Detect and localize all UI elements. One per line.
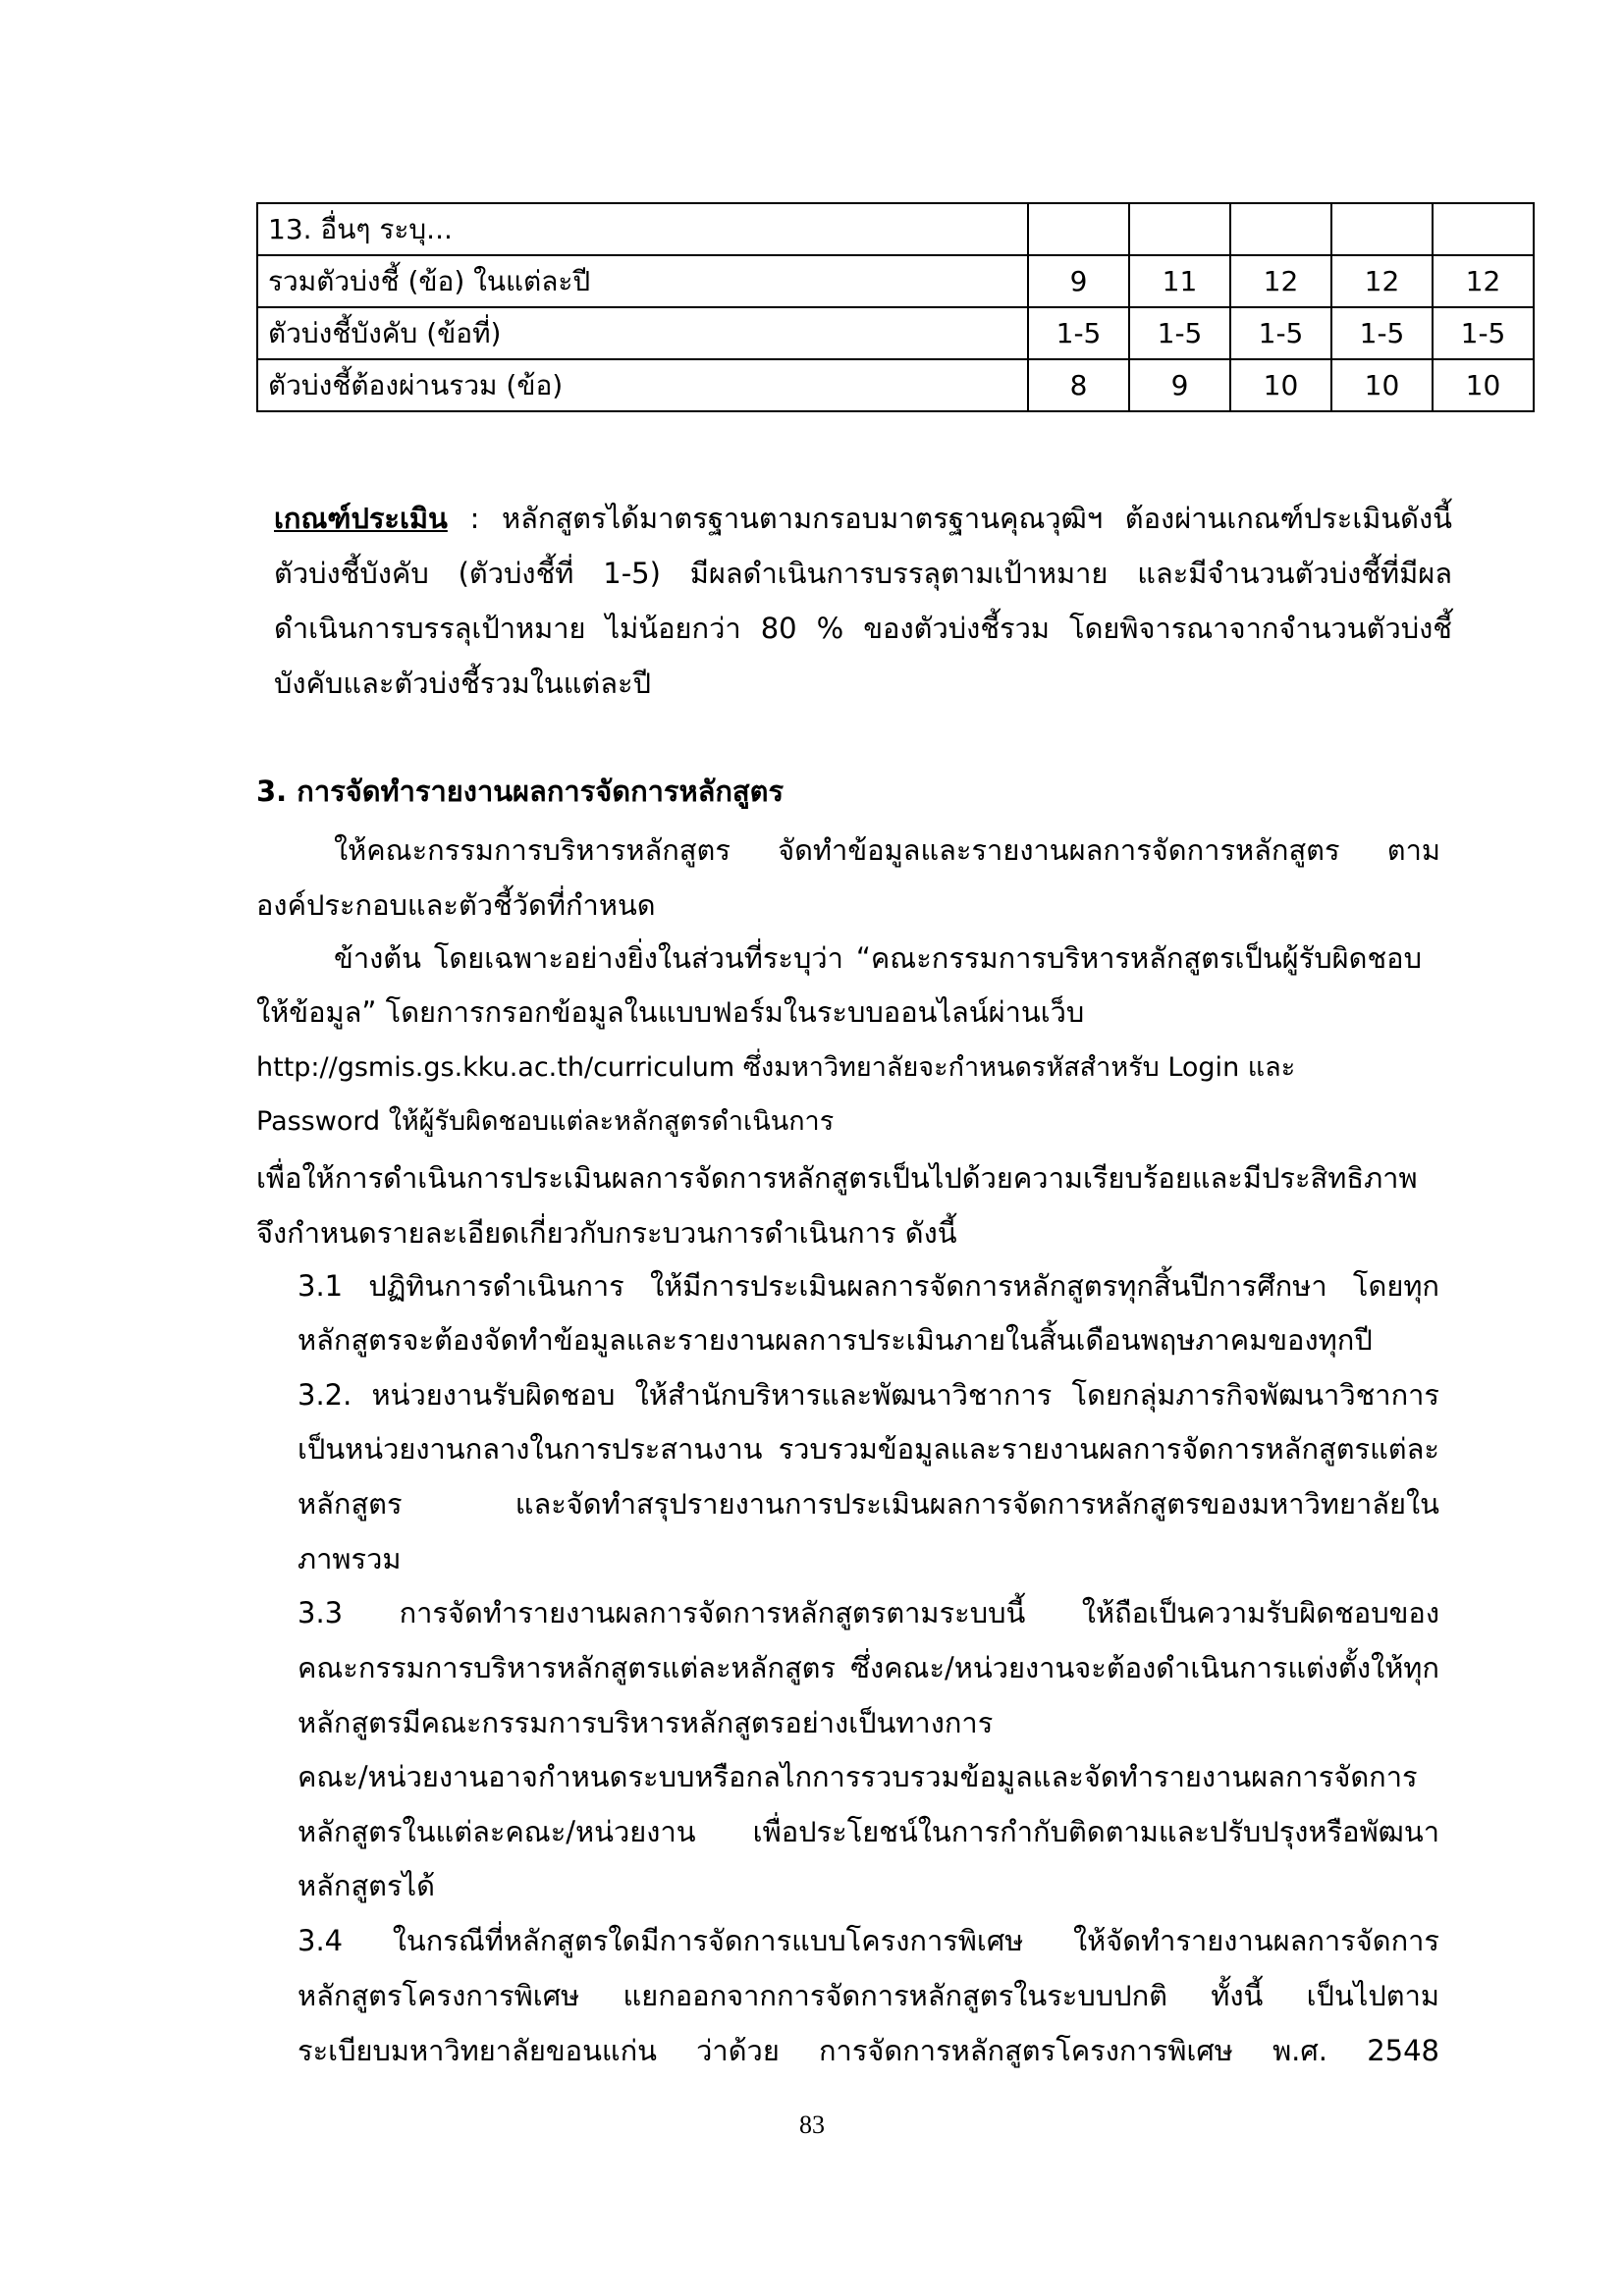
row-value: 1-5 — [1331, 307, 1433, 359]
row-value — [1129, 203, 1230, 255]
paragraph-line: 3.4 ในกรณีที่หลักสูตรใดมีการจัดการแบบโครงการพิเศษ ให้จัดทำรายงานผลการจัดการ — [298, 1924, 1439, 1957]
criteria-heading: เกณฑ์ประเมิน — [274, 502, 448, 535]
paragraph-line: หลักสูตรมีคณะกรรมการบริหารหลักสูตรอย่างเป็นทางการ — [298, 1706, 994, 1739]
criteria-line: ดำเนินการบรรลุเป้าหมาย ไม่น้อยกว่า 80 % ของตัวบ่งชี้รวม โดยพิจารณาจากจำนวนตัวบ่งชี้ — [274, 612, 1452, 645]
row-value: 12 — [1331, 255, 1433, 307]
row-value: 12 — [1433, 255, 1534, 307]
row-value: 1-5 — [1230, 307, 1331, 359]
row-value: 8 — [1028, 359, 1129, 411]
paragraph-line: คณะกรรมการบริหารหลักสูตรแต่ละหลักสูตร ซึ่งคณะ/หน่วยงานจะต้องดำเนินการแต่งตั้งให้ทุก — [298, 1651, 1439, 1684]
row-value: 1-5 — [1433, 307, 1534, 359]
row-label: ตัวบ่งชี้ต้องผ่านรวม (ข้อ) — [257, 359, 1028, 411]
row-value — [1331, 203, 1433, 255]
paragraph-line: เป็นหน่วยงานกลางในการประสานงาน รวบรวมข้อมูลและรายงานผลการจัดการหลักสูตรแต่ละ — [298, 1432, 1439, 1466]
paragraph-line: ให้คณะกรรมการบริหารหลักสูตร จัดทำข้อมูลและรายงานผลการจัดการหลักสูตร ตาม — [334, 833, 1440, 867]
row-value: 10 — [1331, 359, 1433, 411]
table-row — [257, 307, 1534, 359]
paragraph-line: ข้างต้น โดยเฉพาะอย่างยิ่งในส่วนที่ระบุว่า “คณะกรรมการบริหารหลักสูตรเป็นผู้รับผิดชอบ — [334, 941, 1422, 975]
criteria-line: ตัวบ่งชี้บังคับ (ตัวบ่งชี้ที่ 1-5) มีผลดำเนินการบรรลุตามเป้าหมาย และมีจำนวนตัวบ่งชี้ที่มีผล — [274, 557, 1452, 590]
paragraph-line: จึงกำหนดรายละเอียดเกี่ยวกับกระบวนการดำเนินการ ดังนี้ — [256, 1216, 957, 1250]
paragraph-line: หลักสูตร และจัดทำสรุปรายงานการประเมินผลการจัดการหลักสูตรของมหาวิทยาลัยใน — [298, 1487, 1439, 1521]
row-value: 12 — [1230, 255, 1331, 307]
row-label: 13. อื่นๆ ระบุ... — [257, 203, 1028, 255]
row-value — [1028, 203, 1129, 255]
paragraph-line: 3.3 การจัดทำรายงานผลการจัดการหลักสูตรตามระบบนี้ ให้ถือเป็นความรับผิดชอบของ — [298, 1596, 1439, 1629]
row-value: 1-5 — [1028, 307, 1129, 359]
paragraph-line: 3.1 ปฏิทินการดำเนินการ ให้มีการประเมินผลการจัดการหลักสูตรทุกสิ้นปีการศึกษา โดยทุก — [298, 1269, 1439, 1303]
paragraph-line: หลักสูตรได้ — [298, 1869, 435, 1902]
indicator-summary-table — [256, 202, 1535, 412]
paragraph-line: หลักสูตรโครงการพิเศษ แยกออกจากการจัดการหลักสูตรในระบบปกติ ทั้งนี้ เป็นไปตาม — [298, 1979, 1439, 2012]
row-value: 11 — [1129, 255, 1230, 307]
paragraph-line: คณะ/หน่วยงานอาจกำหนดระบบหรือกลไกการรวบรวมข้อมูลและจัดทำรายงานผลการจัดการ — [298, 1760, 1418, 1793]
section-heading: 3. การจัดทำรายงานผลการจัดการหลักสูตร — [256, 774, 785, 808]
paragraph-line: ระเบียบมหาวิทยาลัยขอนแก่น ว่าด้วย การจัดการหลักสูตรโครงการพิเศษ พ.ศ. 2548 — [298, 2034, 1439, 2067]
criteria-line: บังคับและตัวบ่งชี้รวมในแต่ละปี — [274, 667, 652, 700]
row-value: 10 — [1433, 359, 1534, 411]
paragraph-line: หลักสูตรในแต่ละคณะ/หน่วยงาน เพื่อประโยชน์ในการกำกับติดตามและปรับปรุงหรือพัฒนา — [298, 1815, 1439, 1848]
table-row — [257, 203, 1534, 255]
paragraph-line: ให้ข้อมูล” โดยการกรอกข้อมูลในแบบฟอร์มในระบบออนไลน์ผ่านเว็บ — [256, 995, 1085, 1029]
row-value: 10 — [1230, 359, 1331, 411]
row-value — [1433, 203, 1534, 255]
row-label: รวมตัวบ่งชี้ (ข้อ) ในแต่ละปี — [257, 255, 1028, 307]
paragraph-line: http://gsmis.gs.kku.ac.th/curriculum ซึ่งมหาวิทยาลัยจะกำหนดรหัสสำหรับ Login และ — [256, 1052, 1296, 1083]
table-row — [257, 255, 1534, 307]
table-row — [257, 359, 1534, 411]
row-value: 9 — [1129, 359, 1230, 411]
criteria-text: : หลักสูตรได้มาตรฐานตามกรอบมาตรฐานคุณวุฒิฯ ต้องผ่านเกณฑ์ประเมินดังนี้ — [447, 502, 1452, 535]
paragraph-line: องค์ประกอบและตัวชี้วัดที่กำหนด — [256, 888, 656, 922]
paragraph-line: หลักสูตรจะต้องจัดทำข้อมูลและรายงานผลการประเมินภายในสิ้นเดือนพฤษภาคมของทุกปี — [298, 1323, 1373, 1357]
row-value: 1-5 — [1129, 307, 1230, 359]
paragraph-line: 3.2. หน่วยงานรับผิดชอบ ให้สำนักบริหารและพัฒนาวิชาการ โดยกลุ่มภารกิจพัฒนาวิชาการ — [298, 1378, 1439, 1412]
row-value: 9 — [1028, 255, 1129, 307]
paragraph-line: Password ให้ผู้รับผิดชอบแต่ละหลักสูตรดำเนินการ — [256, 1106, 835, 1137]
criteria-line — [274, 491, 1452, 546]
paragraph-line: ภาพรวม — [298, 1542, 402, 1575]
page-number: 83 — [799, 2110, 825, 2139]
paragraph-line: เพื่อให้การดำเนินการประเมินผลการจัดการหลักสูตรเป็นไปด้วยความเรียบร้อยและมีประสิทธิภาพ — [256, 1161, 1418, 1195]
row-label: ตัวบ่งชี้บังคับ (ข้อที่) — [257, 307, 1028, 359]
row-value — [1230, 203, 1331, 255]
